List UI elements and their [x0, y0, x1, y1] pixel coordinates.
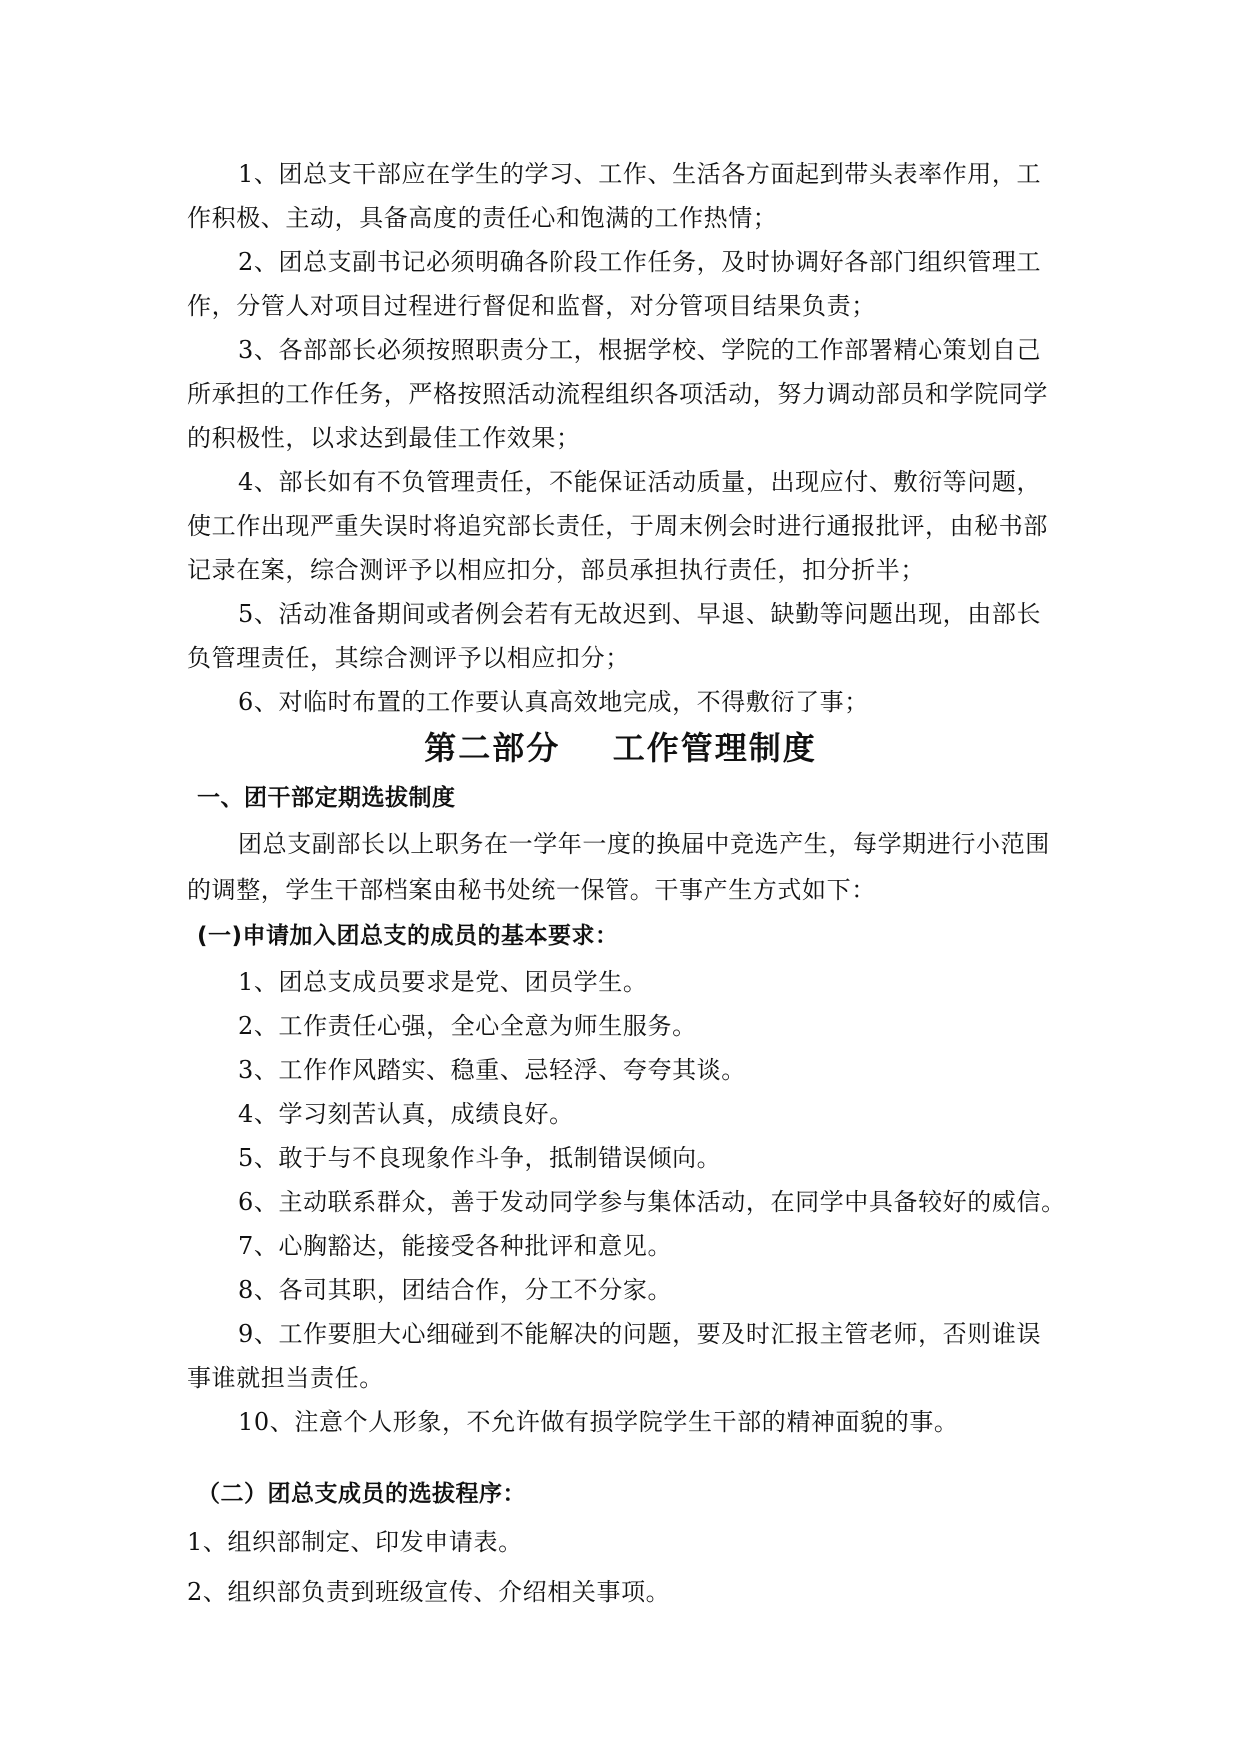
item-5-line-2: 负管理责任，其综合测评予以相应扣分； [187, 644, 630, 672]
subsection-1-title: (一)申请加入团总支的成员的基本要求： [197, 923, 619, 949]
item-1-line-1: 1、团总支干部应在学生的学习、工作、生活各方面起到带头表率作用，工 [238, 160, 1042, 188]
item-6-line-1: 6、对临时布置的工作要认真高效地完成，不得敷衍了事； [238, 688, 869, 716]
item-2-line-1: 2、团总支副书记必须明确各阶段工作任务，及时协调好各部门组织管理工 [238, 248, 1042, 276]
procedure-item: 1、组织部制定、印发申请表。 [187, 1528, 523, 1556]
intro-line-1: 团总支副部长以上职务在一学年一度的换届中竞选产生，每学期进行小范围 [238, 830, 1050, 858]
requirement-item: 8、各司其职，团结合作，分工不分家。 [238, 1276, 673, 1304]
item-5-line-1: 5、活动准备期间或者例会若有无故迟到、早退、缺勤等问题出现，由部长 [238, 600, 1042, 628]
item-2-line-2: 作，分管人对项目过程进行督促和监督，对分管项目结果负责； [187, 292, 876, 320]
intro-line-2: 的调整，学生干部档案由秘书处统一保管。干事产生方式如下： [187, 876, 876, 904]
requirement-item-continued: 事谁就担当责任。 [187, 1364, 384, 1392]
requirement-item: 3、工作作风踏实、稳重、忌轻浮、夸夸其谈。 [238, 1056, 746, 1084]
item-1-line-2: 作积极、主动，具备高度的责任心和饱满的工作热情； [187, 204, 778, 232]
part-title: 第二部分 工作管理制度 [424, 729, 817, 767]
item-4-line-2: 使工作出现严重失误时将追究部长责任，于周末例会时进行通报批评，由秘书部 [187, 512, 1048, 540]
requirement-item: 9、工作要胆大心细碰到不能解决的问题，要及时汇报主管老师，否则谁误 [238, 1320, 1042, 1348]
subsection-2-title: （二）团总支成员的选拔程序： [197, 1481, 526, 1507]
item-3-line-3: 的积极性，以求达到最佳工作效果； [187, 424, 581, 452]
item-4-line-3: 记录在案，综合测评予以相应扣分，部员承担执行责任，扣分折半； [187, 556, 925, 584]
requirement-item: 7、心胸豁达，能接受各种批评和意见。 [238, 1232, 673, 1260]
requirement-item: 2、工作责任心强，全心全意为师生服务。 [238, 1012, 697, 1040]
item-3-line-1: 3、各部部长必须按照职责分工，根据学校、学院的工作部署精心策划自己 [238, 336, 1042, 364]
item-3-line-2: 所承担的工作任务，严格按照活动流程组织各项活动，努力调动部员和学院同学 [187, 380, 1048, 408]
requirement-item: 4、学习刻苦认真，成绩良好。 [238, 1100, 574, 1128]
requirement-item: 5、敢于与不良现象作斗争，抵制错误倾向。 [238, 1144, 722, 1172]
requirement-item: 6、主动联系群众，善于发动同学参与集体活动，在同学中具备较好的威信。 [238, 1188, 1066, 1216]
item-4-line-1: 4、部长如有不负管理责任，不能保证活动质量，出现应付、敷衍等问题， [238, 468, 1042, 496]
section-heading: 一、团干部定期选拔制度 [197, 785, 456, 811]
requirement-item: 10、注意个人形象，不允许做有损学院学生干部的精神面貌的事。 [238, 1408, 959, 1436]
procedure-item: 2、组织部负责到班级宣传、介绍相关事项。 [187, 1578, 671, 1606]
requirement-item: 1、团总支成员要求是党、团员学生。 [238, 968, 648, 996]
